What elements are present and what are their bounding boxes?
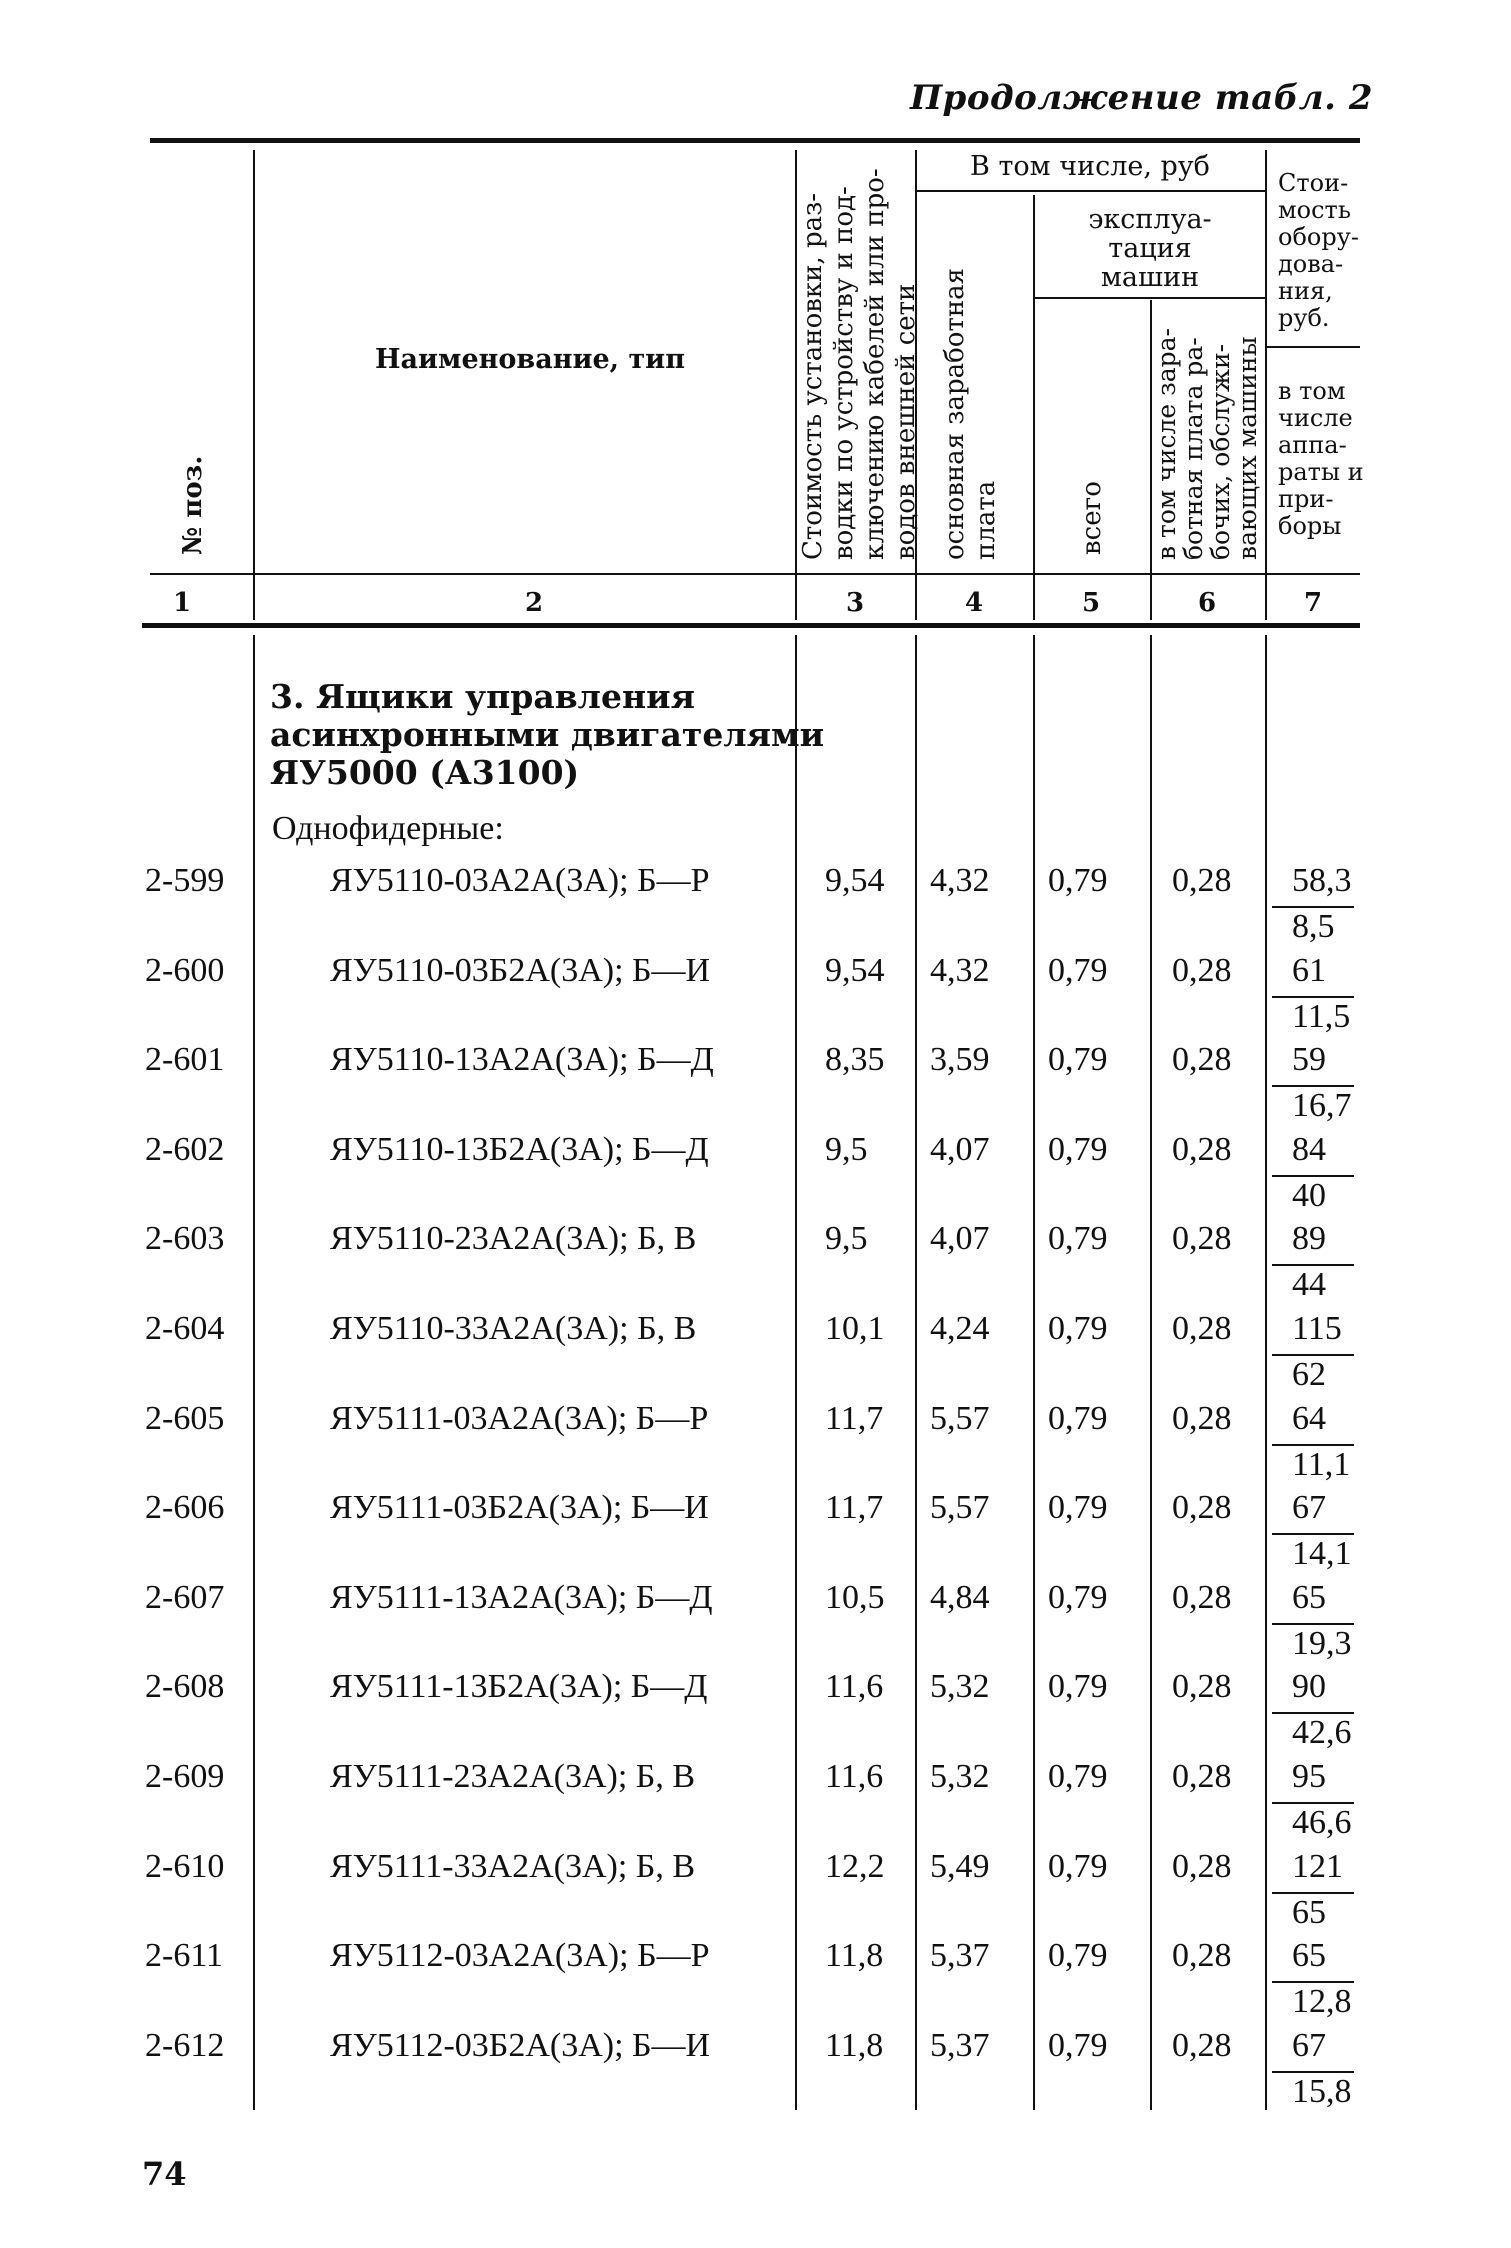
row-pos: 2-609: [145, 1758, 225, 1795]
row-c5: 0,79: [1048, 862, 1108, 899]
col-number-4: 4: [964, 588, 984, 618]
row-c7b: 14,1: [1292, 1535, 1352, 1572]
row-c6: 0,28: [1172, 1489, 1232, 1526]
row-c7: 95: [1292, 1758, 1326, 1795]
row-c3: 9,54: [825, 862, 885, 899]
row-name: ЯУ5110-03А2А(3А); Б—Р: [330, 862, 710, 899]
header-col1: № поз.: [178, 455, 208, 555]
row-c5: 0,79: [1048, 1668, 1108, 1705]
row-c7: 84: [1292, 1131, 1326, 1168]
table-top-rule: [150, 138, 1360, 143]
row-c7b: 15,8: [1292, 2073, 1352, 2110]
col-number-7: 7: [1303, 588, 1323, 618]
row-c4: 4,32: [930, 952, 990, 989]
row-c5: 0,79: [1048, 1489, 1108, 1526]
header-col4: основная заработная плата: [940, 267, 1001, 560]
row-c4: 5,32: [930, 1758, 990, 1795]
row-pos: 2-612: [145, 2027, 225, 2064]
row-c3: 10,1: [825, 1310, 885, 1347]
row-name: ЯУ5111-23А2А(3А); Б, В: [330, 1758, 696, 1795]
continuation-label: Продолжение табл. 2: [909, 78, 1373, 118]
row-c5: 0,79: [1048, 1937, 1108, 1974]
row-c4: 5,32: [930, 1668, 990, 1705]
body-divider-5: [1150, 635, 1152, 2110]
row-c6: 0,28: [1172, 1758, 1232, 1795]
row-pos: 2-600: [145, 952, 225, 989]
row-c4: 5,57: [930, 1489, 990, 1526]
row-pos: 2-608: [145, 1668, 225, 1705]
header-bottom-rule: [142, 623, 1360, 628]
row-c7: 89: [1292, 1220, 1326, 1257]
row-name: ЯУ5110-13Б2А(3А); Б—Д: [330, 1131, 709, 1168]
row-name: ЯУ5112-03Б2А(3А); Б—И: [330, 2027, 711, 2064]
row-c3: 9,54: [825, 952, 885, 989]
row-name: ЯУ5110-13А2А(3А); Б—Д: [330, 1041, 714, 1078]
row-c7b: 12,8: [1292, 1983, 1352, 2020]
row-pos: 2-601: [145, 1041, 225, 1078]
body-divider-1: [253, 635, 255, 2110]
row-c7: 90: [1292, 1668, 1326, 1705]
row-c7b: 46,6: [1292, 1804, 1352, 1841]
header-group: В том числе, руб: [970, 151, 1210, 182]
row-c7: 61: [1292, 952, 1326, 989]
col-number-2: 2: [524, 588, 544, 618]
row-c7: 115: [1292, 1310, 1342, 1347]
row-pos: 2-602: [145, 1131, 225, 1168]
row-c4: 4,07: [930, 1220, 990, 1257]
header-col3: Стоимость установки, раз- водки по устройству и под- ключению кабелей или про- водов внешней сети: [798, 168, 921, 560]
row-c7b: 11,1: [1292, 1446, 1351, 1483]
row-c3: 11,8: [825, 2027, 884, 2064]
row-c6: 0,28: [1172, 1937, 1232, 1974]
body-divider-6: [1265, 635, 1267, 2110]
col-divider-4: [1033, 195, 1035, 620]
col-divider-2: [795, 150, 797, 620]
row-name: ЯУ5111-03А2А(3А); Б—Р: [330, 1400, 709, 1437]
row-c4: 5,49: [930, 1848, 990, 1885]
col7-rule: [1267, 346, 1360, 348]
row-c5: 0,79: [1048, 1848, 1108, 1885]
row-pos: 2-610: [145, 1848, 225, 1885]
row-c3: 11,6: [825, 1668, 884, 1705]
header-col5: всего: [1077, 481, 1107, 555]
row-c5: 0,79: [1048, 1758, 1108, 1795]
section-title: 3. Ящики управления асинхронными двигателями ЯУ5000 (А3100): [270, 677, 825, 792]
row-c6: 0,28: [1172, 952, 1232, 989]
col-number-1: 1: [172, 588, 192, 618]
row-c3: 8,35: [825, 1041, 885, 1078]
row-c4: 5,37: [930, 1937, 990, 1974]
row-c7: 65: [1292, 1937, 1326, 1974]
row-c7b: 19,3: [1292, 1625, 1352, 1662]
row-c6: 0,28: [1172, 1041, 1232, 1078]
row-c7: 67: [1292, 2027, 1326, 2064]
row-c3: 11,7: [825, 1400, 884, 1437]
row-pos: 2-604: [145, 1310, 225, 1347]
body-divider-3: [915, 635, 917, 2110]
row-c7b: 65: [1292, 1894, 1326, 1931]
row-c6: 0,28: [1172, 1310, 1232, 1347]
row-c7: 65: [1292, 1579, 1326, 1616]
row-c3: 10,5: [825, 1579, 885, 1616]
col-divider-6: [1265, 150, 1267, 620]
row-name: ЯУ5111-03Б2А(3А); Б—И: [330, 1489, 709, 1526]
row-c6: 0,28: [1172, 2027, 1232, 2064]
row-c6: 0,28: [1172, 1400, 1232, 1437]
header-col7-bottom: в том числе аппа- раты и при- боры: [1278, 377, 1364, 540]
row-c4: 4,84: [930, 1579, 990, 1616]
row-c6: 0,28: [1172, 1848, 1232, 1885]
row-c5: 0,79: [1048, 1400, 1108, 1437]
row-c4: 4,32: [930, 862, 990, 899]
row-pos: 2-611: [145, 1937, 224, 1974]
body-divider-4: [1033, 635, 1035, 2110]
group-rule: [917, 190, 1265, 192]
row-c4: 5,37: [930, 2027, 990, 2064]
row-c4: 4,24: [930, 1310, 990, 1347]
row-pos: 2-605: [145, 1400, 225, 1437]
body-divider-2: [795, 635, 797, 2110]
row-c7b: 44: [1292, 1266, 1326, 1303]
row-c5: 0,79: [1048, 1220, 1108, 1257]
header-subgroup: эксплуа- тация машин: [1088, 204, 1212, 293]
row-name: ЯУ5110-23А2А(3А); Б, В: [330, 1220, 697, 1257]
row-c6: 0,28: [1172, 1131, 1232, 1168]
col-number-6: 6: [1197, 588, 1217, 618]
row-c7: 121: [1292, 1848, 1343, 1885]
header-col6: в том числе зара- ботная плата ра- бочих, обслужи- вающих машины: [1152, 327, 1262, 560]
header-col2: Наименование, тип: [375, 344, 685, 375]
row-c5: 0,79: [1048, 1579, 1108, 1616]
row-pos: 2-599: [145, 862, 225, 899]
row-c6: 0,28: [1172, 1579, 1232, 1616]
row-name: ЯУ5112-03А2А(3А); Б—Р: [330, 1937, 710, 1974]
subgroup-rule: [1035, 297, 1265, 299]
row-c5: 0,79: [1048, 952, 1108, 989]
row-c3: 9,5: [825, 1220, 868, 1257]
row-c4: 3,59: [930, 1041, 990, 1078]
row-c4: 5,57: [930, 1400, 990, 1437]
row-c7: 58,3: [1292, 862, 1352, 899]
row-c3: 11,7: [825, 1489, 884, 1526]
header-col7-top: Стои- мость обору- дова- ния, руб.: [1278, 169, 1359, 332]
row-name: ЯУ5111-13А2А(3А); Б—Д: [330, 1579, 713, 1616]
row-name: ЯУ5110-33А2А(3А); Б, В: [330, 1310, 697, 1347]
row-c7b: 8,5: [1292, 908, 1335, 945]
row-c3: 9,5: [825, 1131, 868, 1168]
col-divider-1: [253, 150, 255, 620]
row-pos: 2-603: [145, 1220, 225, 1257]
row-name: ЯУ5111-33А2А(3А); Б, В: [330, 1848, 696, 1885]
row-c5: 0,79: [1048, 1041, 1108, 1078]
row-c3: 11,6: [825, 1758, 884, 1795]
col-number-5: 5: [1081, 588, 1101, 618]
row-c6: 0,28: [1172, 1220, 1232, 1257]
row-name: ЯУ5110-03Б2А(3А); Б—И: [330, 952, 711, 989]
row-c5: 0,79: [1048, 2027, 1108, 2064]
row-pos: 2-606: [145, 1489, 225, 1526]
row-c4: 4,07: [930, 1131, 990, 1168]
row-c7b: 11,5: [1292, 998, 1351, 1035]
row-c6: 0,28: [1172, 1668, 1232, 1705]
row-c5: 0,79: [1048, 1310, 1108, 1347]
row-c5: 0,79: [1048, 1131, 1108, 1168]
header-divider-rule: [150, 573, 1360, 575]
row-c3: 12,2: [825, 1848, 885, 1885]
row-c7: 67: [1292, 1489, 1326, 1526]
row-c7b: 16,7: [1292, 1087, 1352, 1124]
row-c7b: 42,6: [1292, 1714, 1352, 1751]
row-c7: 59: [1292, 1041, 1326, 1078]
col-number-3: 3: [845, 588, 865, 618]
row-name: ЯУ5111-13Б2А(3А); Б—Д: [330, 1668, 708, 1705]
row-c7b: 62: [1292, 1356, 1326, 1393]
row-c6: 0,28: [1172, 862, 1232, 899]
row-c3: 11,8: [825, 1937, 884, 1974]
row-c7b: 40: [1292, 1177, 1326, 1214]
row-pos: 2-607: [145, 1579, 225, 1616]
page-number: 74: [142, 2155, 187, 2193]
section-subheading: Однофидерные:: [272, 810, 504, 847]
row-c7: 64: [1292, 1400, 1326, 1437]
